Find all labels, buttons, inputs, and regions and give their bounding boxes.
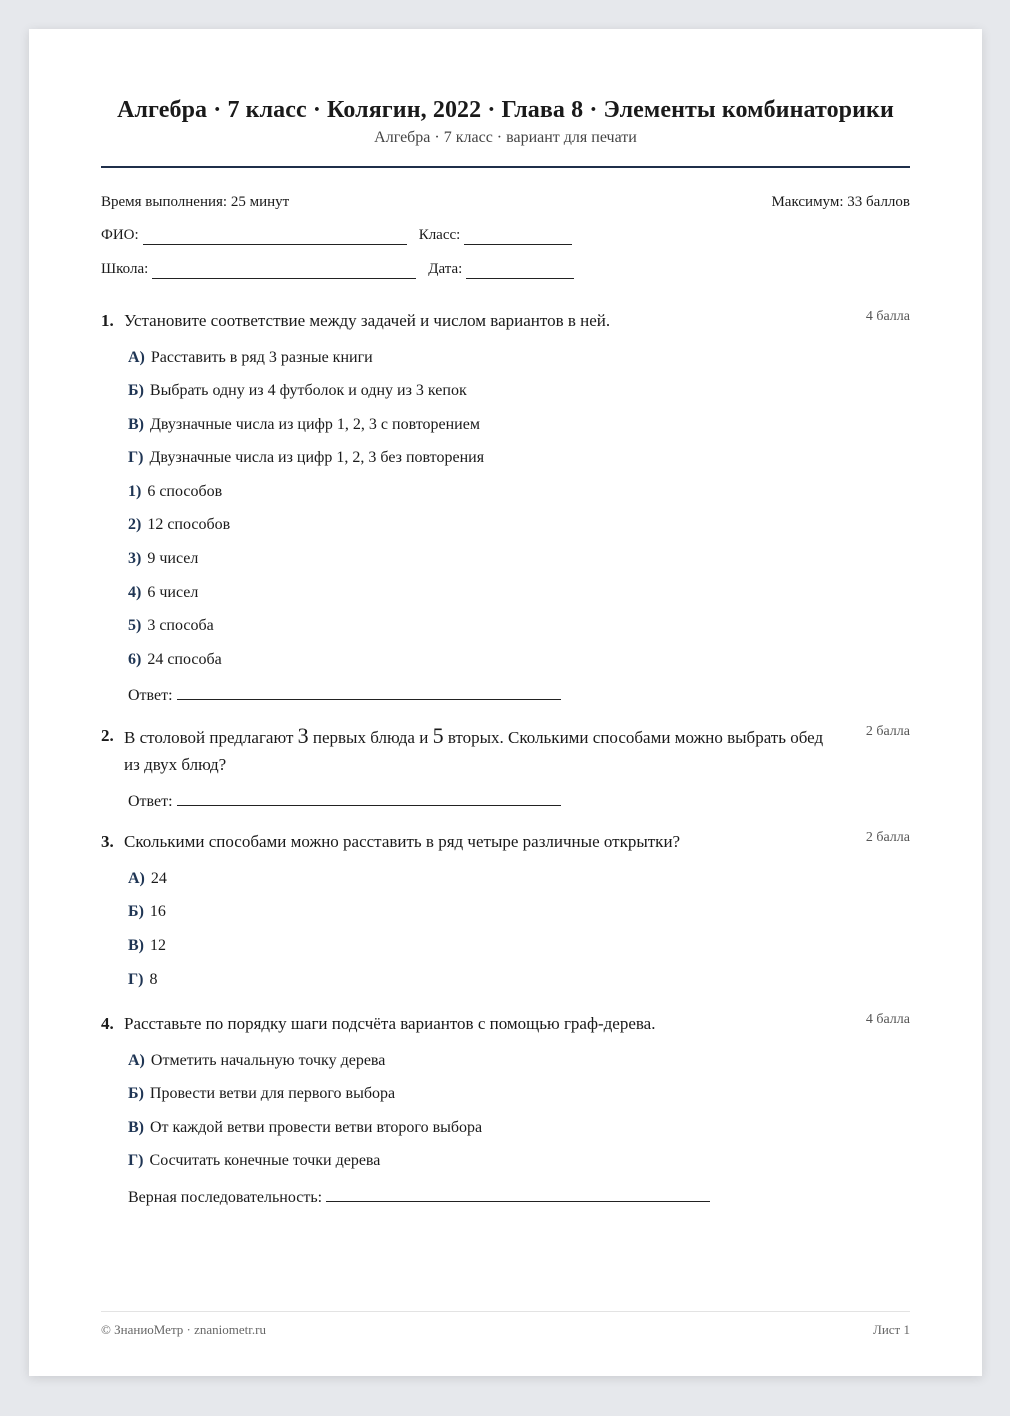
- question-number: 4.: [101, 1014, 114, 1033]
- option-text: 24 способа: [147, 651, 222, 668]
- q3-option-c[interactable]: [101, 936, 910, 956]
- option-text: Расставить в ряд 3 разные книги: [150, 349, 373, 366]
- date-label: Дата:: [428, 261, 463, 277]
- question-4: [101, 1010, 910, 1037]
- option-label: 1): [128, 483, 142, 500]
- fio-label: ФИО:: [101, 227, 139, 243]
- q1-option-2: [101, 515, 910, 535]
- option-text: 6 способов: [147, 483, 223, 500]
- option-label: В): [128, 416, 144, 433]
- worksheet-page: [29, 29, 982, 1376]
- question-2: [101, 722, 910, 778]
- option-text: 8: [149, 971, 158, 988]
- option-label: Г): [128, 449, 144, 466]
- option-text: Выбрать одну из 4 футболок и одну из 3 кепок: [149, 382, 467, 399]
- option-label: А): [128, 1052, 145, 1069]
- option-label: А): [128, 870, 145, 887]
- q3-option-d[interactable]: [101, 970, 910, 990]
- option-text: 24: [150, 870, 167, 887]
- date-field[interactable]: [466, 265, 574, 279]
- q1-answer: [101, 684, 910, 706]
- option-label: 5): [128, 617, 142, 634]
- school-label: Школа:: [101, 261, 149, 277]
- option-text: 9 чисел: [147, 550, 199, 567]
- question-number: 3.: [101, 832, 114, 851]
- q1-option-1: [101, 482, 910, 502]
- footer-page-number: Лист 1: [873, 1322, 910, 1337]
- question-text: В столовой предлагают 3 первых блюда и 5 вторых. Сколькими способами можно выбрать обед из двух блюд?: [124, 723, 824, 774]
- q2-answer: [101, 790, 910, 812]
- option-text: 12 способов: [147, 516, 231, 533]
- q4-option-c: [101, 1118, 910, 1138]
- q1-option-5: [101, 616, 910, 636]
- answer-label: Верная последовательность:: [128, 1189, 323, 1206]
- option-text: От каждой ветви провести ветви второго выбора: [150, 1119, 483, 1136]
- q4-option-b: [101, 1084, 910, 1104]
- option-text: 6 чисел: [147, 584, 199, 601]
- q3-option-a[interactable]: [101, 869, 910, 889]
- question-number: 2.: [101, 726, 114, 745]
- option-label: Г): [128, 971, 144, 988]
- option-label: Б): [128, 903, 144, 920]
- meta-row-name: [101, 225, 910, 245]
- option-text: Сосчитать конечные точки дерева: [149, 1152, 381, 1169]
- question-3: [101, 828, 910, 855]
- class-field[interactable]: [464, 231, 572, 245]
- page-footer: [101, 1311, 910, 1338]
- option-label: 6): [128, 651, 142, 668]
- option-label: Г): [128, 1152, 144, 1169]
- q1-option-4: [101, 583, 910, 603]
- question-points: 2 балла: [865, 830, 910, 845]
- option-label: 2): [128, 516, 142, 533]
- answer-field[interactable]: [177, 684, 561, 700]
- meta-row-school: [101, 259, 910, 279]
- q1-option-3: [101, 549, 910, 569]
- q1-option-c: [101, 415, 910, 435]
- question-1: [101, 307, 910, 334]
- option-label: 3): [128, 550, 142, 567]
- option-text: 3 способа: [147, 617, 214, 634]
- header-divider: [101, 166, 910, 168]
- q1-option-6: [101, 650, 910, 670]
- question-number: 1.: [101, 311, 114, 330]
- fio-field[interactable]: [143, 231, 407, 245]
- option-text: Двузначные числа из цифр 1, 2, 3 с повторением: [150, 416, 480, 433]
- option-label: Б): [128, 1085, 144, 1102]
- question-text: Сколькими способами можно расставить в ряд четыре различные открытки?: [124, 832, 681, 851]
- option-text: 12: [150, 937, 166, 954]
- option-text: Провести ветви для первого выбора: [149, 1085, 396, 1102]
- page-title: Алгебра · 7 класс · Колягин, 2022 · Глава 8 · Элементы комбинаторики: [117, 97, 894, 123]
- worksheet-header: [101, 95, 910, 148]
- q1-option-d: [101, 448, 910, 468]
- answer-label: Ответ:: [128, 687, 173, 704]
- question-points: 4 балла: [865, 309, 910, 324]
- q1-option-b: [101, 381, 910, 401]
- class-label: Класс:: [418, 227, 461, 243]
- answer-field[interactable]: [326, 1186, 710, 1202]
- question-points: 4 балла: [865, 1012, 910, 1027]
- option-text: Двузначные числа из цифр 1, 2, 3 без повторения: [149, 449, 485, 466]
- option-label: А): [128, 349, 145, 366]
- option-text: 16: [149, 903, 166, 920]
- option-label: Б): [128, 382, 144, 399]
- answer-field[interactable]: [177, 790, 561, 806]
- option-text: Отметить начальную точку дерева: [150, 1052, 386, 1069]
- answer-label: Ответ:: [128, 793, 173, 810]
- q4-option-a: [101, 1051, 910, 1071]
- q3-option-b[interactable]: [101, 902, 910, 922]
- q4-option-d: [101, 1151, 910, 1171]
- meta-row-time: [101, 192, 910, 212]
- footer-copyright: © ЗнаниоМетр · znaniometr.ru: [101, 1322, 266, 1337]
- q4-answer: [101, 1186, 910, 1208]
- question-points: 2 балла: [865, 724, 910, 739]
- option-label: В): [128, 937, 144, 954]
- max-score: Максимум: 33 баллов: [771, 194, 910, 210]
- number-5: 5: [432, 723, 444, 748]
- page-subtitle: Алгебра · 7 класс · вариант для печати: [374, 129, 637, 146]
- q1-option-a: [101, 348, 910, 368]
- option-label: В): [128, 1119, 144, 1136]
- number-3: 3: [297, 723, 309, 748]
- question-text: Установите соответствие между задачей и числом вариантов в ней.: [124, 311, 611, 330]
- option-label: 4): [128, 584, 142, 601]
- school-field[interactable]: [152, 265, 416, 279]
- question-text: Расставьте по порядку шаги подсчёта вариантов с помощью граф-дерева.: [124, 1014, 656, 1033]
- time-limit: Время выполнения: 25 минут: [101, 194, 290, 210]
